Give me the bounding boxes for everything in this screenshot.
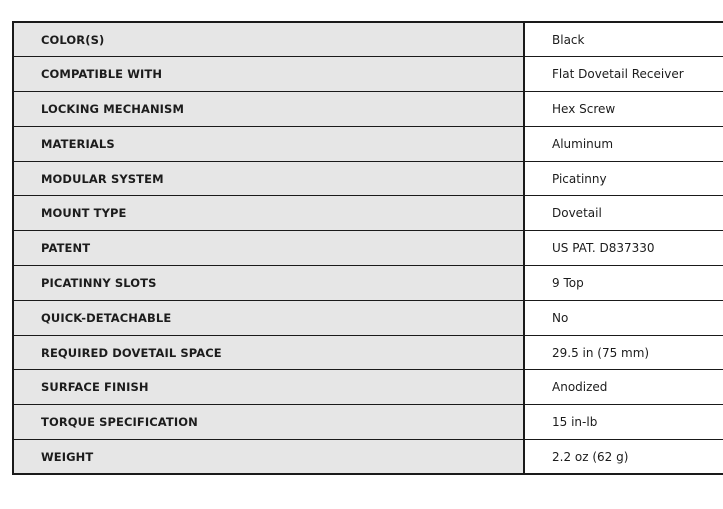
spec-label: MATERIALS — [13, 126, 524, 161]
spec-label: COLOR(S) — [13, 22, 524, 57]
specifications-table — [12, 21, 723, 475]
table-row — [13, 335, 723, 370]
spec-label: QUICK-DETACHABLE — [13, 300, 524, 335]
table-row — [13, 126, 723, 161]
table-row — [13, 300, 723, 335]
spec-label: PICATINNY SLOTS — [13, 266, 524, 301]
spec-label: MOUNT TYPE — [13, 196, 524, 231]
table-row — [13, 57, 723, 92]
spec-value: Picatinny — [524, 161, 723, 196]
spec-value: Aluminum — [524, 126, 723, 161]
table-row — [13, 231, 723, 266]
spec-label: PATENT — [13, 231, 524, 266]
table-row — [13, 440, 723, 475]
spec-value: 9 Top — [524, 266, 723, 301]
spec-label: WEIGHT — [13, 440, 524, 475]
spec-value: Dovetail — [524, 196, 723, 231]
table-row — [13, 92, 723, 127]
table-row — [13, 370, 723, 405]
spec-value: 29.5 in (75 mm) — [524, 335, 723, 370]
table-row — [13, 196, 723, 231]
table-row — [13, 266, 723, 301]
table-row — [13, 405, 723, 440]
spec-label: SURFACE FINISH — [13, 370, 524, 405]
spec-label: LOCKING MECHANISM — [13, 92, 524, 127]
spec-value: No — [524, 300, 723, 335]
spec-value: 2.2 oz (62 g) — [524, 440, 723, 475]
spec-value: Anodized — [524, 370, 723, 405]
spec-value: 15 in-lb — [524, 405, 723, 440]
spec-value: Hex Screw — [524, 92, 723, 127]
spec-label: TORQUE SPECIFICATION — [13, 405, 524, 440]
spec-value: Black — [524, 22, 723, 57]
table-row — [13, 22, 723, 57]
spec-value: US PAT. D837330 — [524, 231, 723, 266]
spec-label: MODULAR SYSTEM — [13, 161, 524, 196]
table-row — [13, 161, 723, 196]
spec-label: COMPATIBLE WITH — [13, 57, 524, 92]
spec-value: Flat Dovetail Receiver — [524, 57, 723, 92]
spec-label: REQUIRED DOVETAIL SPACE — [13, 335, 524, 370]
